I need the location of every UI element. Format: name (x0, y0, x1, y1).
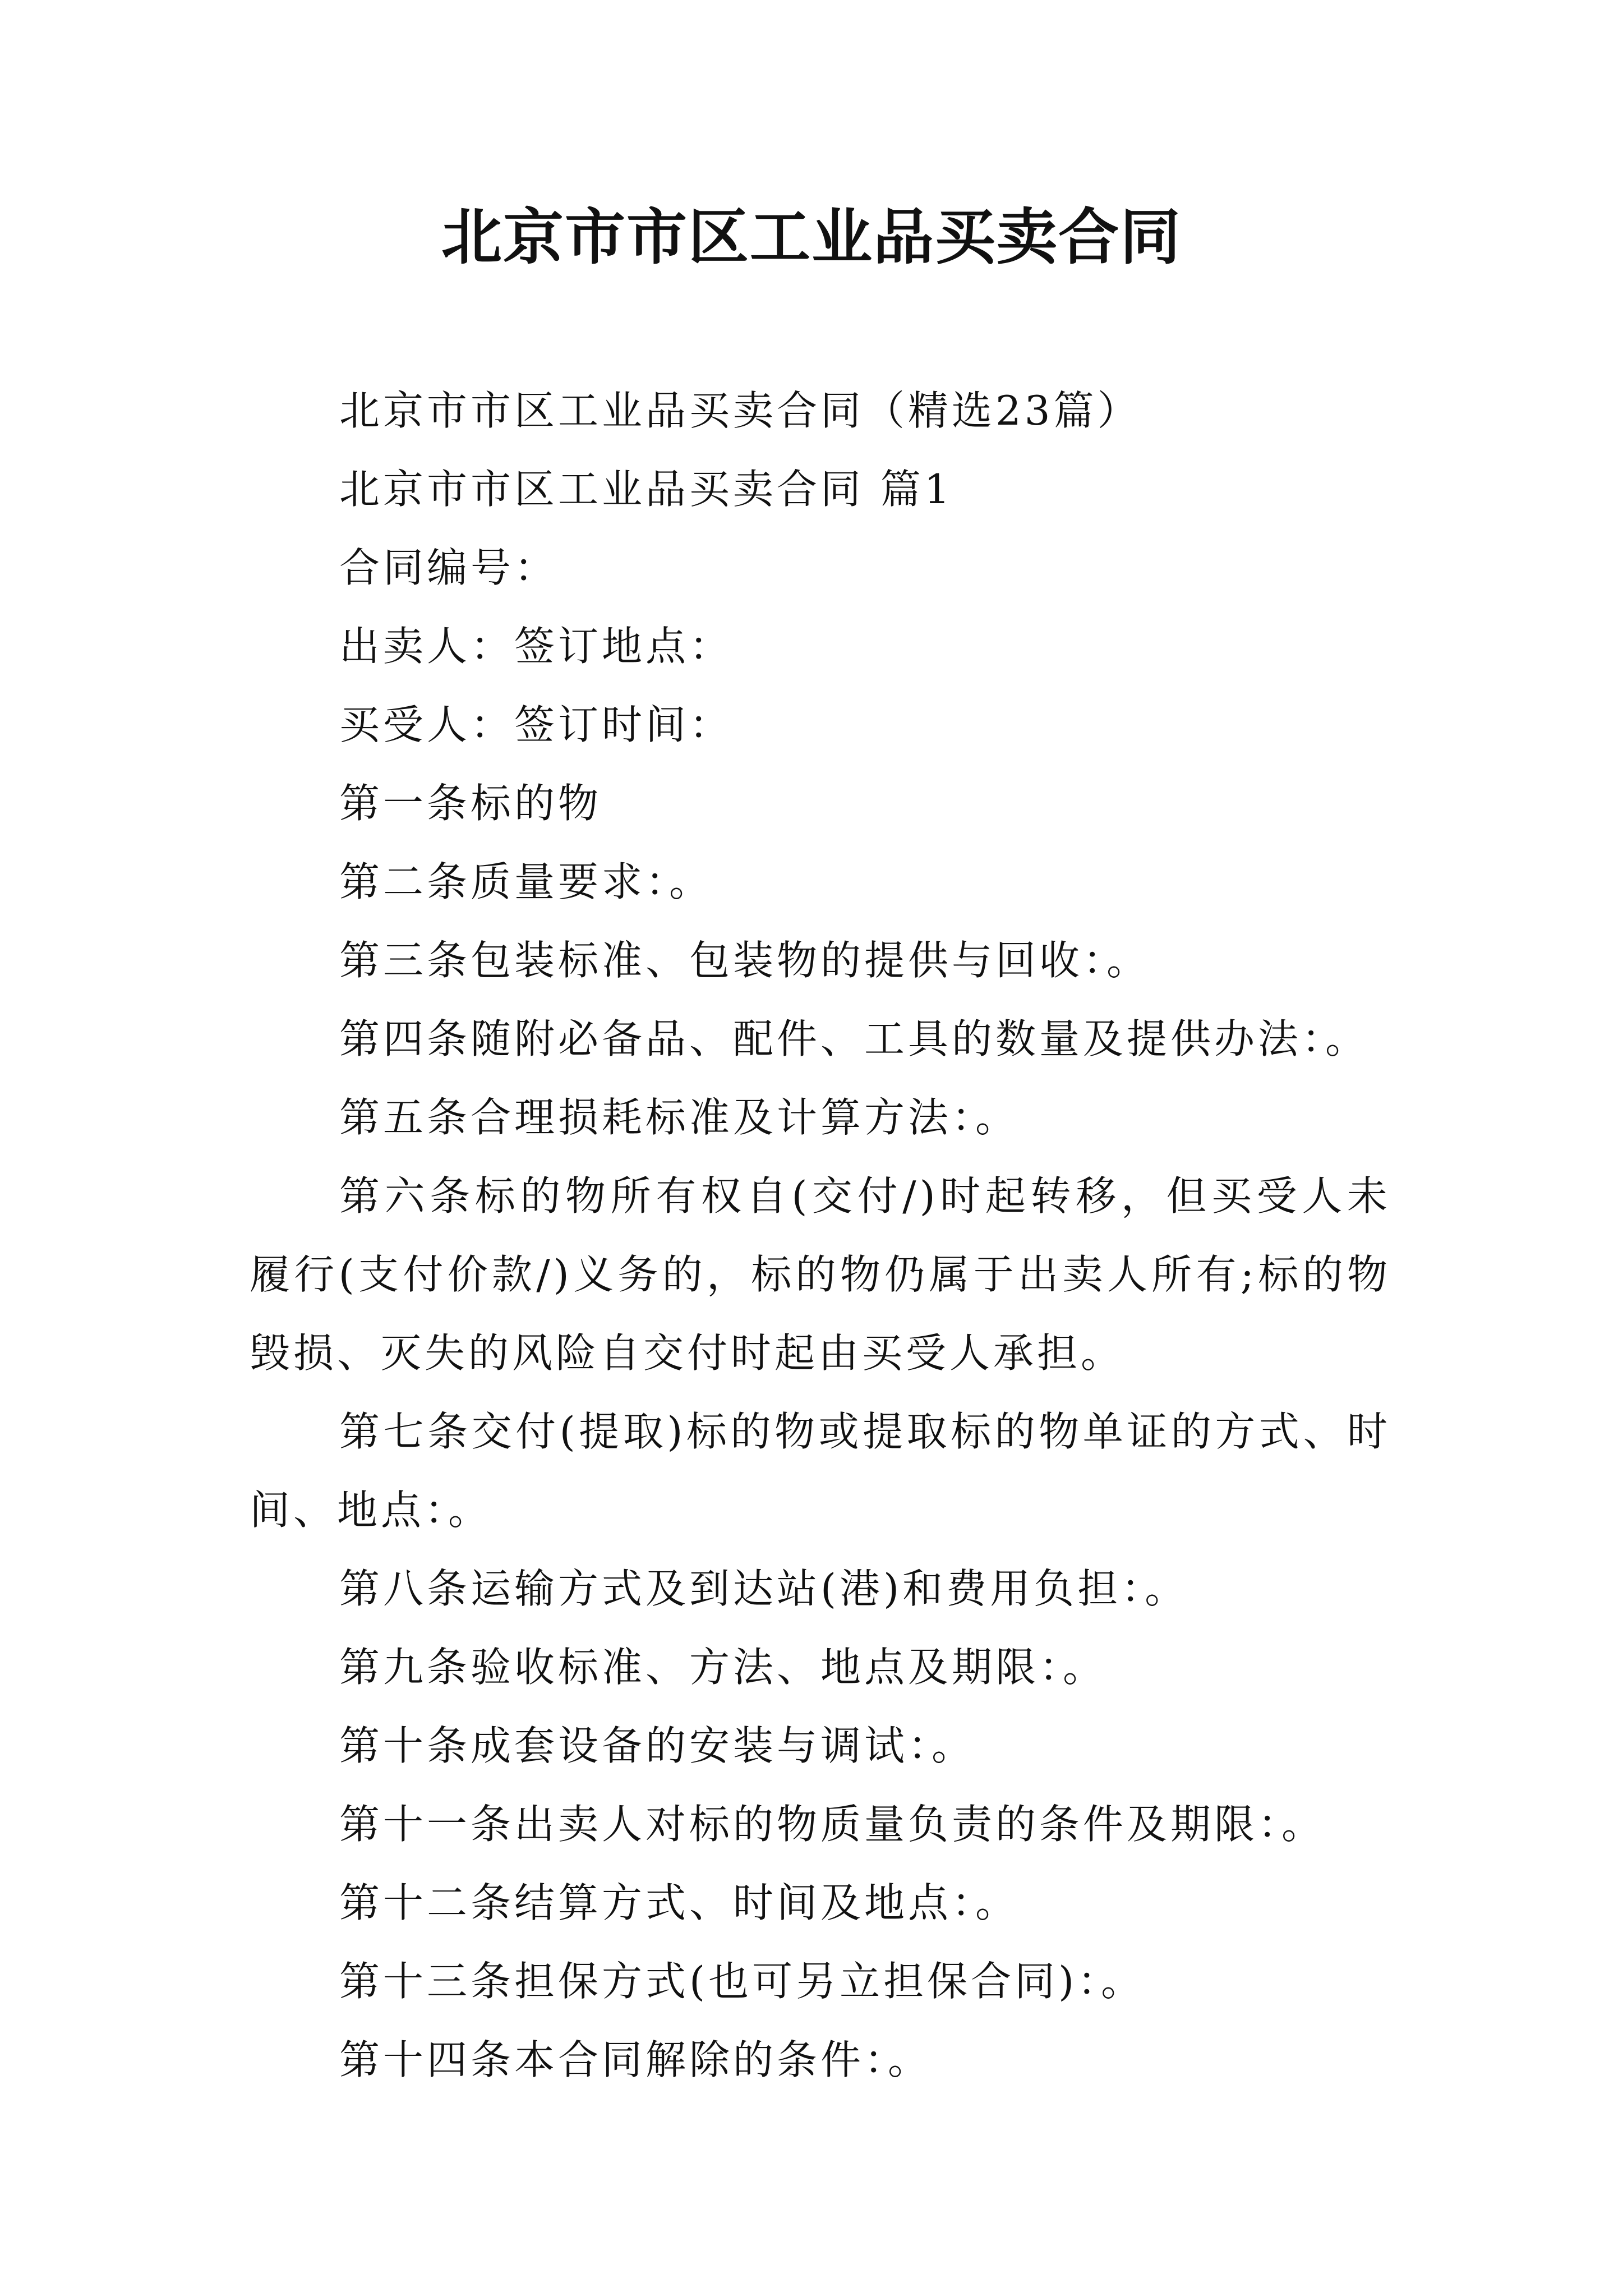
paragraph-article-2: 第二条质量要求：。 (339, 858, 713, 905)
paragraph-section-heading: 北京市市区工业品买卖合同 篇1 (339, 466, 953, 513)
paragraph-article-1: 第一条标的物 (339, 780, 602, 827)
paragraph-article-7: 第七条交付(提取)标的物或提取标的物单证的方式、时间、地点：。 (250, 1408, 1391, 1534)
paragraph-collection-title: 北京市市区工业品买卖合同（精选23篇） (339, 387, 1141, 434)
paragraph-contract-number: 合同编号： (339, 544, 559, 591)
paragraph-article-8: 第八条运输方式及到达站(港)和费用负担：。 (339, 1565, 1189, 1612)
paragraph-article-11: 第十一条出卖人对标的物质量负责的条件及期限：。 (339, 1801, 1326, 1848)
document-title: 北京市市区工业品买卖合同 (441, 202, 1182, 273)
paragraph-article-12: 第十二条结算方式、时间及地点：。 (339, 1879, 1020, 1926)
paragraph-buyer: 买受人：签订时间： (339, 701, 734, 748)
paragraph-article-5: 第五条合理损耗标准及计算方法：。 (339, 1094, 1020, 1141)
paragraph-article-9: 第九条验收标准、方法、地点及期限：。 (339, 1644, 1107, 1691)
paragraph-article-4: 第四条随附必备品、配件、工具的数量及提供办法：。 (339, 1015, 1370, 1062)
paragraph-article-13: 第十三条担保方式(也可另立担保合同)：。 (339, 1958, 1145, 2005)
paragraph-article-10: 第十条成套设备的安装与调试：。 (339, 1722, 976, 1769)
paragraph-article-3: 第三条包装标准、包装物的提供与回收：。 (339, 937, 1151, 984)
paragraph-article-6: 第六条标的物所有权自(交付/)时起转移，但买受人未履行(支付价款/)义务的，标的物仍属于出卖人所有;标的物毁损、灭失的风险自交付时起由买受人承担。 (250, 1172, 1391, 1377)
document-body (250, 371, 1391, 2099)
paragraph-seller: 出卖人：签订地点： (339, 623, 734, 670)
paragraph-article-14: 第十四条本合同解除的条件：。 (339, 2036, 932, 2083)
